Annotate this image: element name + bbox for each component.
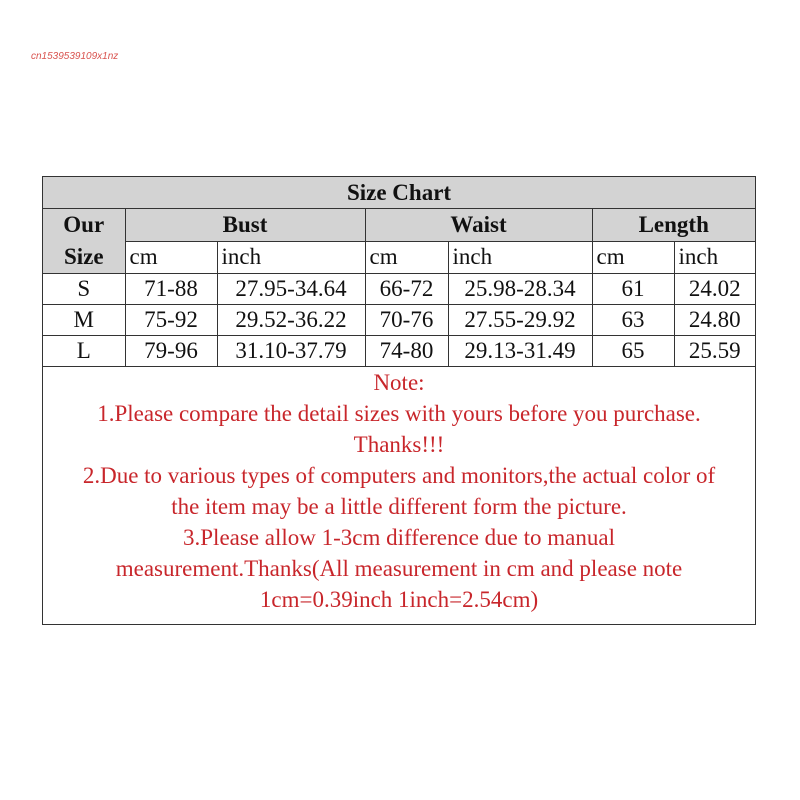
waist-inch-value: 27.55-29.92 [448,305,592,336]
table-row [43,274,755,305]
bust-cm-value: 79-96 [125,336,217,367]
length-cm-value: 61 [592,274,674,305]
note-line: Thanks!!! [353,432,445,457]
waist-inch-value: 29.13-31.49 [448,336,592,367]
note-line: 2.Due to various types of computers and monitors,the actual color of [82,463,716,488]
length-cm-value: 63 [592,305,674,336]
note-line: measurement.Thanks(All measurement in cm and please note [115,556,683,581]
length-header: Length [592,209,755,242]
table-row [43,336,755,367]
bust-inch-value: 29.52-36.22 [217,305,365,336]
note-line: the item may be a little different form the picture. [171,494,627,519]
unit-bust-cm: cm [125,241,217,274]
waist-cm-value: 66-72 [365,274,448,305]
bust-cm-value: 75-92 [125,305,217,336]
waist-inch-value: 25.98-28.34 [448,274,592,305]
size-chart-table [43,177,755,367]
length-inch-value: 24.80 [674,305,755,336]
bust-inch-value: 31.10-37.79 [217,336,365,367]
unit-waist-cm: cm [365,241,448,274]
our-size-header-bottom: Size [63,244,104,269]
title-row [43,177,755,209]
note-line: 1cm=0.39inch 1inch=2.54cm) [259,587,539,612]
unit-waist-inch: inch [448,241,592,274]
size-label: M [43,305,125,336]
table-row [43,305,755,336]
length-inch-value: 24.02 [674,274,755,305]
note-line: 3.Please allow 1-3cm difference due to manual [183,525,615,550]
size-label: S [43,274,125,305]
size-chart-panel [42,176,756,625]
bust-cm-value: 71-88 [125,274,217,305]
waist-header: Waist [365,209,592,242]
note-heading: Note: [373,370,425,395]
unit-header-row [43,241,755,274]
our-size-header [43,209,125,274]
waist-cm-value: 70-76 [365,305,448,336]
unit-length-cm: cm [592,241,674,274]
chart-title: Size Chart [43,177,755,209]
waist-cm-value: 74-80 [365,336,448,367]
our-size-header-top: Our [63,212,105,237]
size-label: L [43,336,125,367]
watermark-text: cn1539539109x1nz [31,51,119,62]
length-inch-value: 25.59 [674,336,755,367]
unit-length-inch: inch [674,241,755,274]
bust-header: Bust [125,209,365,242]
group-header-row [43,209,755,242]
note-line: 1.Please compare the detail sizes with yours before you purchase. [97,401,701,426]
length-cm-value: 65 [592,336,674,367]
unit-bust-inch: inch [217,241,365,274]
notes-section [43,367,755,615]
bust-inch-value: 27.95-34.64 [217,274,365,305]
